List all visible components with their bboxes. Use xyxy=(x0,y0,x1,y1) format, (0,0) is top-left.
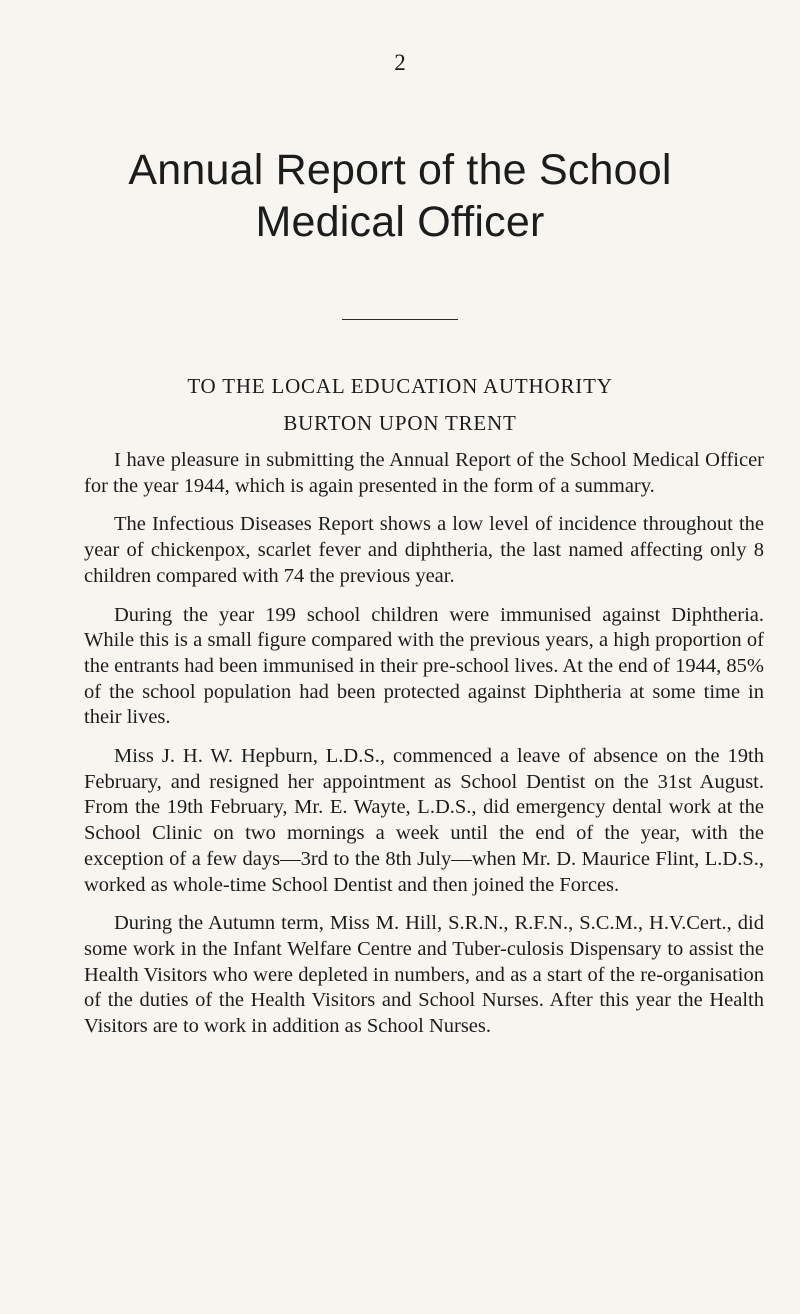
addressee-line-2: BURTON UPON TRENT xyxy=(283,411,517,435)
paragraph-school-dentist: Miss J. H. W. Hepburn, L.D.S., commenced a leave of absence on the 19th February, and resigned her appointment as School Dentist on the 31st August. From the 19th February, Mr. E. Wayte, L.D.S., did emergency dental work at the School Clinic on two mornings a week until the end of the year, with the exception of a few days—3rd to the 8th July—when Mr. D. Maurice Flint, L.D.S., worked as whole-time School Dentist and then joined the Forces. xyxy=(84,745,764,896)
page-number: 2 xyxy=(394,50,406,75)
title-divider xyxy=(342,319,458,320)
paragraph-health-visitors: During the Autumn term, Miss M. Hill, S.R.N., R.F.N., S.C.M., H.V.Cert., did some work in the Infant Welfare Centre and Tuber-culosis Dispensary to assist the Health Visitors who were depleted in numbers, and as a start of the re-organisation of the duties of the Health Visitors and School Nurses. After this year the Health Visitors are to work in addition as School Nurses. xyxy=(84,912,764,1038)
addressee-block xyxy=(0,368,800,442)
report-title-line-1: Annual Report of the School xyxy=(128,146,672,194)
report-title-line-2: Medical Officer xyxy=(255,198,545,246)
paragraph-infectious-diseases: The Infectious Diseases Report shows a low level of incidence throughout the year of chickenpox, scarlet fever and diphtheria, the last named affecting only 8 children compared with 74 the previous year. xyxy=(84,513,764,587)
report-title xyxy=(0,144,800,248)
paragraph-introduction: I have pleasure in submitting the Annual Report of the School Medical Officer for the year 1944, which is again presented in the form of a summary. xyxy=(84,449,764,497)
paragraph-diphtheria-immunisation: During the year 199 school children were immunised against Diphtheria. While this is a small figure compared with the previous years, a high proportion of the entrants had been immunised in their pre-school lives. At the end of 1944, 85% of the school population had been protected against Diphtheria at some time in their lives. xyxy=(84,603,764,729)
addressee-line-1: TO THE LOCAL EDUCATION AUTHORITY xyxy=(187,374,613,398)
report-body xyxy=(84,448,764,1053)
